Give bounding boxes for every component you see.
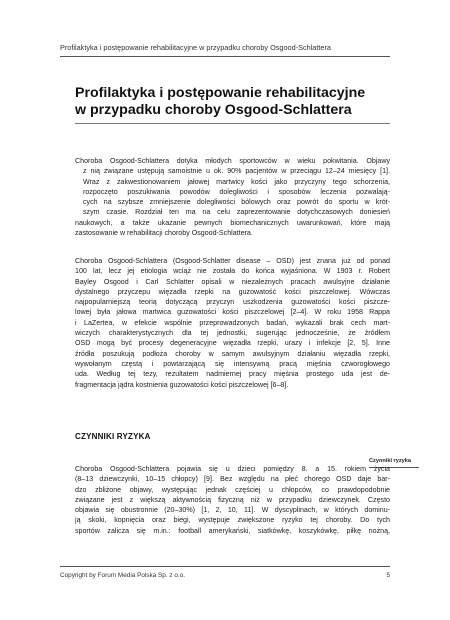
text-line: wiczych charakterystycznych dla tej jednostki, sugerując jednocześnie, że źródłem: [75, 329, 390, 338]
text-line: Choroba Osgood-Schlattera (Osgood-Schlatter disease – OSD) jest znana już od ponad: [75, 257, 390, 265]
text-line: (8–13 dziewczynki, 10–15 chłopcy) [9]. Bez względu na płeć chorego OSD daje bar-: [75, 475, 390, 484]
text-line: wywołanym częstą i powtarzającą się intensywną pracą mięśnia czworogłowego: [75, 359, 390, 368]
text-line: lowej była jałowa martwica guzowatości kości piszczelowej [2–4]. W roku 1958 Rappa: [75, 308, 390, 317]
text-line: naukowych, a także ukazanie pewnych biomechanicznych uwarunkowań, które mają: [75, 218, 390, 227]
article-title: [75, 85, 385, 119]
text-line: uda. Według tej tezy, rezultatem nadmiernej pracy mięśnia prostego uda jest de-: [75, 370, 390, 379]
title-rule: [75, 123, 390, 124]
text-line: i LaZertea, w efekcie wspólnie przeprowadzonych badań, wykazali brak cech mart-: [75, 318, 390, 327]
text-line: najpopularniejszą teorią dotyczącą przyczyn uszkodzenia guzowatości kości piszcze-: [75, 298, 390, 307]
text-line: źródła poszukują podłoża choroby w samym awulsyjnym działaniu więzadła rzepki,: [75, 349, 390, 358]
text-line: cych na szybsze zmniejszenie dolegliwości bólowych oraz powrót do sportu w krót-: [83, 198, 390, 207]
text-line: fragmentacja jądra kostnienia guzowatości kości piszczelowej [6–8].: [75, 380, 289, 389]
text-line: 100 lat, lecz jej etiologia wciąż nie została do końca wyjaśniona. W 1903 r. Robert: [75, 267, 390, 276]
article-title-line: Profilaktyka i postępowanie rehabilitacyjne: [75, 85, 366, 101]
text-line: dzo zbliżone objawy, występując jednak częściej u chłopców, co prawdopodobnie: [75, 485, 390, 494]
text-line: rozpoczęto poszukiwania powodów dolegliwości i sposobów leczenia pozwalają-: [83, 187, 390, 196]
article-title-line: w przypadku choroby Osgood-Schlattera: [75, 102, 352, 118]
header-rule: [60, 56, 390, 57]
text-line: związane jest z większą aktywnością fizyczną niż w przypadku dziewczynek. Często: [75, 495, 390, 504]
text-line: Wraz z zakwestionowaniem jałowej martwicy kości jako przyczyny tego schorzenia,: [83, 177, 390, 186]
footer-rule: [60, 566, 390, 567]
text-line: z nią związane ustępują samoistnie u ok. 90% pacjentów w przeciągu 12–24 miesięcy [1].: [83, 167, 390, 176]
text-line: dystalnego przyczepu więzadła rzepki na guzowatość kości piszczelowej. Wówczas: [75, 287, 390, 296]
text-line: Choroba Osgood-Schlattera pojawia się u dzieci pomiędzy 8. a 15. rokiem życia: [75, 465, 390, 473]
page-number: 5: [386, 572, 390, 579]
running-title: Profilaktyka i postępowanie rehabilitacyjne w przypadku choroby Osgood-Schlattera: [60, 43, 331, 52]
margin-label: Czynniki ryzyka: [369, 458, 411, 464]
paragraph-intro: [75, 156, 390, 238]
paragraph-risk-factors: [75, 464, 390, 536]
text-line: sportów zalicza się m.in.: football amerykański, siatkówkę, koszykówkę, piłkę nożną,: [75, 526, 390, 535]
copyright-notice: Copyright by Forum Media Polska Sp. z o.o.: [60, 572, 186, 579]
text-line: zastosowanie w rehabilitacji choroby Osgood-Schlattera.: [75, 229, 253, 238]
text-line: Choroba Osgood-Schlattera dotyka młodych sportowców w wieku pokwitania. Objawy: [75, 157, 390, 165]
text-line: objawia się obustronnie (20–30%) [1, 2, 10, 11]. W dyscyplinach, w których dominu-: [75, 506, 390, 515]
paragraph-history: [75, 256, 390, 390]
text-line: OSD mogą być procesy degeneracyjne więzadła rzepki, urazy i infekcje [2, 5]. Inne: [75, 339, 390, 348]
section-heading-risk-factors: CZYNNIKI RYZYKA: [75, 432, 151, 441]
text-line: Bayley Osgood i Carl Schlatter opisali w niezależnych pracach awulsyjne działanie: [75, 277, 390, 286]
text-line: ją skoki, kopnięcia oraz biegi, występuje zwiększone ryzyko tej choroby. Do tych: [75, 516, 390, 525]
text-line: szym czasie. Rozdział ten ma na celu zaprezentowanie dotychczasowych doniesień: [83, 208, 390, 217]
